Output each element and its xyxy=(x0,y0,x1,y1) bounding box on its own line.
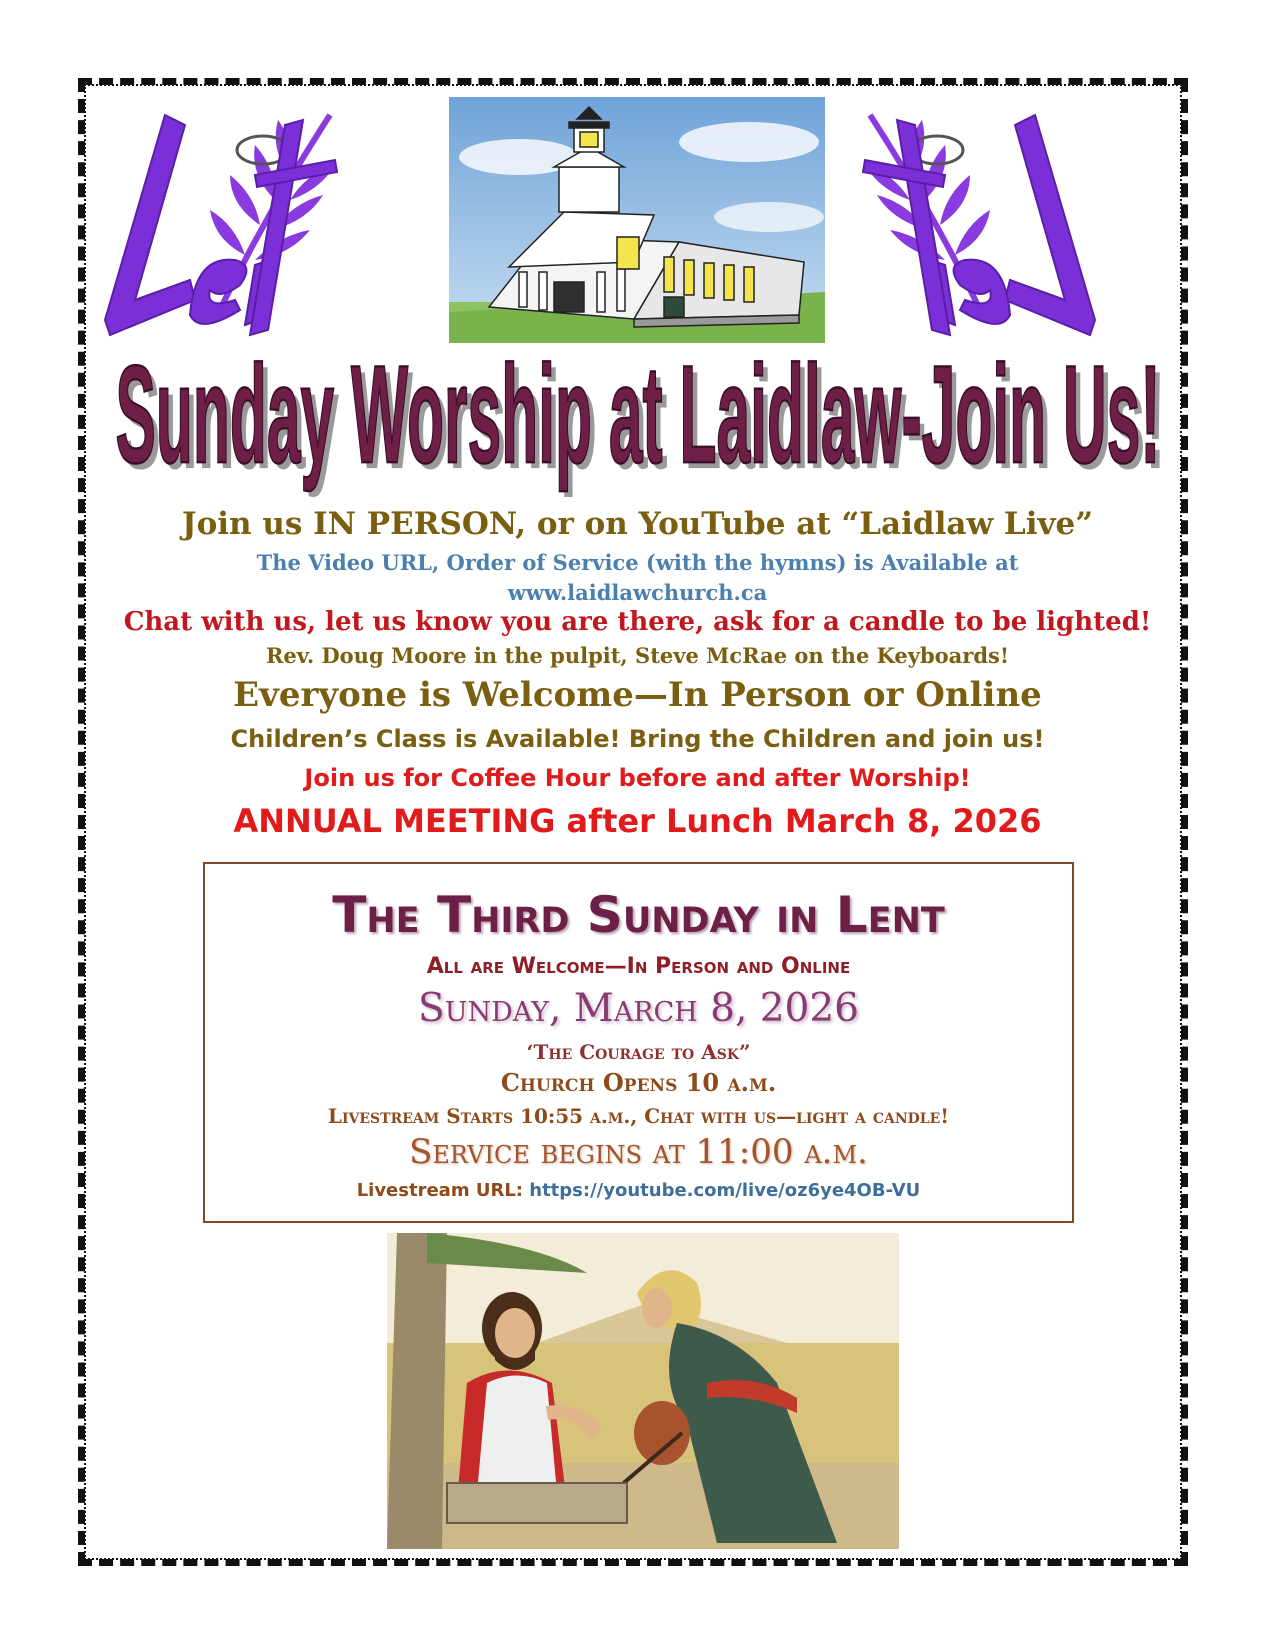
info-join-line: Join us IN PERSON, or on YouTube at “Laidlaw Live” xyxy=(181,506,1094,542)
church-illustration xyxy=(449,97,825,343)
info-welcome-line: Everyone is Welcome—In Person or Online xyxy=(233,675,1042,715)
church-opens-time: Church Opens 10 a.m. xyxy=(500,1068,777,1097)
info-annual-meeting-line: ANNUAL MEETING after Lunch March 8, 2026 xyxy=(233,802,1042,840)
service-start-time: Service begins at 11:00 a.m. xyxy=(409,1132,868,1172)
info-video-line: The Video URL, Order of Service (with the hymns) is Available at xyxy=(256,550,1019,575)
service-details-box xyxy=(203,862,1074,1223)
service-title: The Third Sunday in Lent xyxy=(332,886,945,944)
livestream-url-link[interactable]: https://youtube.com/live/oz6ye4OB-VU xyxy=(529,1180,921,1201)
livestream-url-line xyxy=(205,1180,1072,1201)
livestream-url-label: Livestream URL: xyxy=(356,1180,530,1201)
lent-logo-left xyxy=(95,95,365,340)
livestream-start-time: Livestream Starts 10:55 a.m., Chat with us—light a candle! xyxy=(327,1104,950,1128)
info-children-line: Children’s Class is Available! Bring the Children and join us! xyxy=(230,725,1045,753)
headline-text: Sunday Worship at Laidlaw-Join Us! xyxy=(115,344,1161,493)
sermon-title: ‘The Courage to Ask” xyxy=(526,1040,751,1064)
info-ministers-line: Rev. Doug Moore in the pulpit, Steve McRae on the Keyboards! xyxy=(265,643,1010,668)
lent-logo-right xyxy=(835,95,1105,340)
service-welcome: All are Welcome—In Person and Online xyxy=(426,954,851,979)
service-date: Sunday, March 8, 2026 xyxy=(418,986,859,1031)
info-chat-line: Chat with us, let us know you are there, ask for a candle to be lighted! xyxy=(123,607,1152,637)
woman-at-well-illustration xyxy=(387,1233,899,1549)
info-coffee-line: Join us for Coffee Hour before and after Worship! xyxy=(304,764,971,792)
headline-shadow: Sunday Worship at Laidlaw-Join Us! xyxy=(120,344,1166,499)
headline-banner xyxy=(90,344,1185,504)
info-website-link[interactable]: www.laidlawchurch.ca xyxy=(507,580,768,605)
